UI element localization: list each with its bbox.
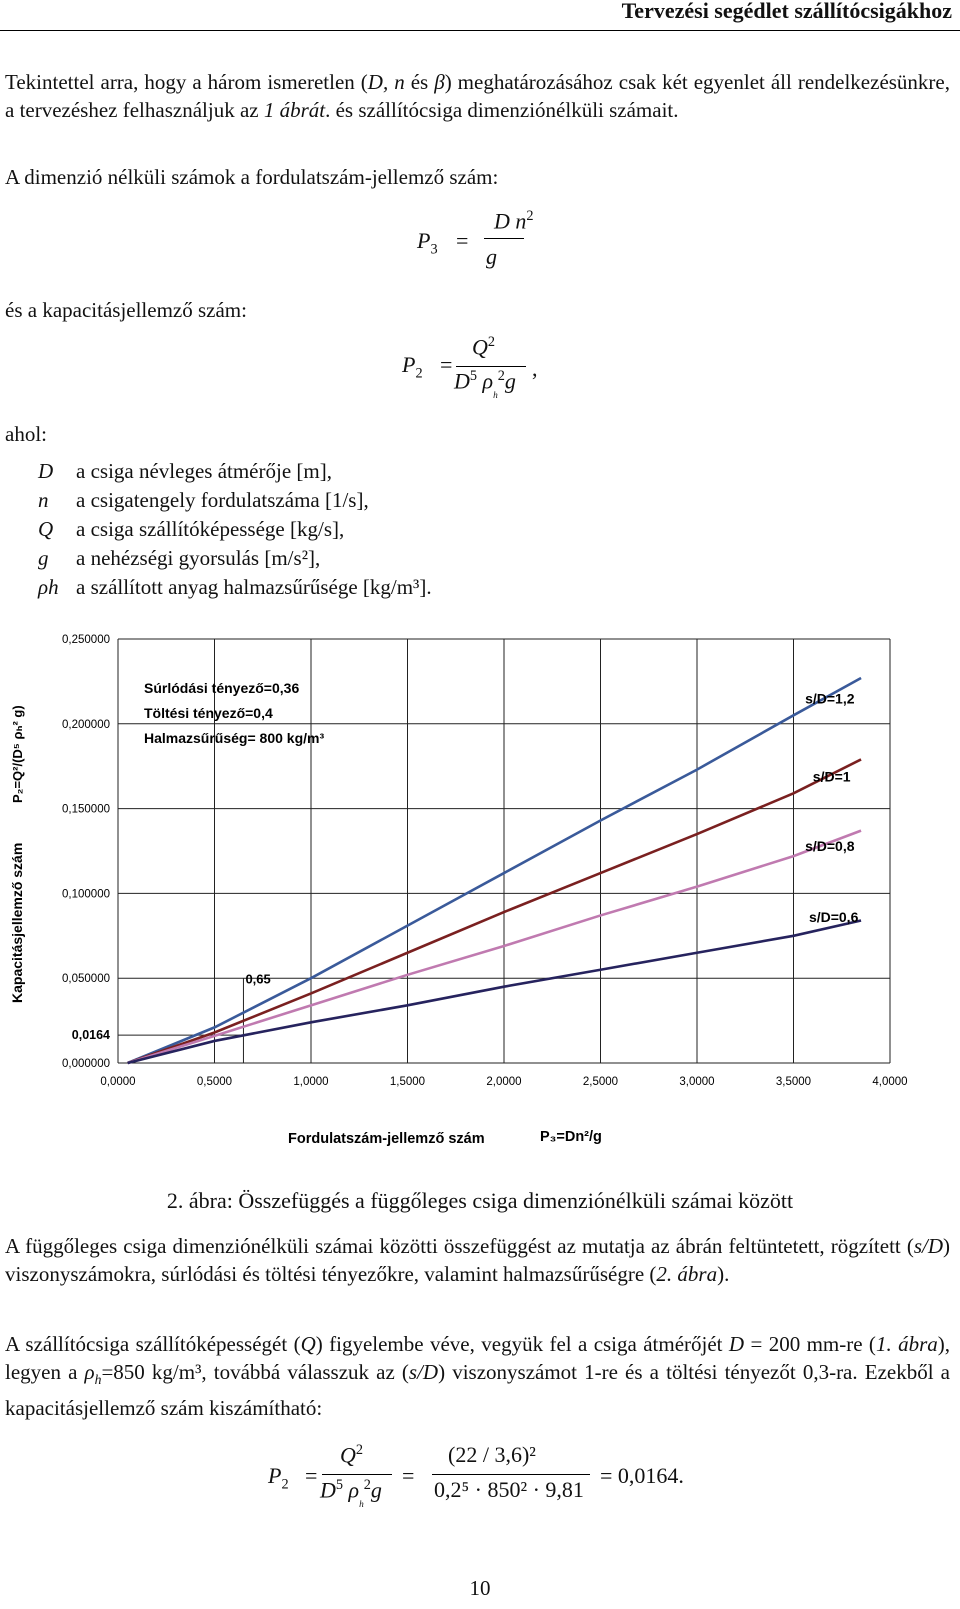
intro-text-3: ) meghatározásához csak két egyenlet áll rendelkezésünkre, a tervezéshez felhasználjuk az bbox=[5, 70, 951, 122]
final-denominator: 0,2⁵ · 850² · 9,81 bbox=[434, 1477, 584, 1502]
paragraph-1: A függőleges csiga dimenziónélküli számai közötti összefüggést az mutatja az ábrán feltüntetett, rögzített (s/D) viszonyszámokra, súrlódási és töltési tényezőkre, valamint halmazsűrűségre (2. ábra). bbox=[5, 1234, 950, 1286]
series-label: s/D=0,8 bbox=[805, 838, 855, 854]
chart-annotation: Töltési tényező=0,4 bbox=[144, 705, 273, 721]
header-title: Tervezési segédlet szállítócsigákhoz bbox=[621, 0, 952, 23]
x-tick-label: 2,0000 bbox=[486, 1076, 522, 1088]
final-result: = 0,0164. bbox=[600, 1463, 684, 1488]
y-tick-label: 0,250000 bbox=[62, 634, 110, 646]
y-tick-label: 0,100000 bbox=[62, 888, 110, 901]
intro-beta: β bbox=[434, 70, 445, 94]
y-tick-label: 0,000000 bbox=[62, 1058, 110, 1070]
chart bbox=[0, 625, 960, 1185]
intro-text-4: . és szállítócsiga dimenziónélküli számait. bbox=[325, 98, 679, 122]
header-rule bbox=[0, 30, 960, 31]
chart-annotation: Halmazsűrűség= 800 kg/m³ bbox=[144, 730, 325, 746]
x-tick-label: 3,0000 bbox=[679, 1076, 715, 1088]
series-line bbox=[128, 921, 861, 1063]
intro-line-2: A dimenzió nélküli számok a fordulatszám-jellemző szám: bbox=[5, 165, 499, 189]
chart-annotation: Súrlódási tényező=0,36 bbox=[144, 680, 300, 696]
page-number: 10 bbox=[469, 1576, 491, 1600]
intro-text-2: és bbox=[404, 70, 435, 94]
definition-row: D a csiga névleges átmérője [m], bbox=[38, 459, 332, 483]
series-line bbox=[128, 831, 861, 1063]
intro-text-1: Tekintettel arra, hogy a három ismeretlen ( bbox=[5, 70, 368, 94]
marker-label: 0,65 bbox=[245, 971, 271, 987]
figure-caption: 2. ábra: Összefüggés a függőleges csiga dimenziónélküli számai között bbox=[166, 1188, 794, 1213]
definitions-lead: ahol: bbox=[5, 422, 47, 446]
y-axis-formula: P₂=Q²/(D⁵ ρₕ² g) bbox=[10, 705, 25, 803]
series-line bbox=[128, 759, 861, 1063]
y-tick-label: 0,050000 bbox=[62, 973, 110, 986]
x-tick-label: 0,5000 bbox=[196, 1076, 233, 1088]
definition-row: g a nehézségi gyorsulás [m/s²], bbox=[38, 546, 321, 570]
definitions-list bbox=[38, 457, 432, 602]
x-tick-label: 1,5000 bbox=[389, 1076, 426, 1088]
paragraph-2: A szállítócsiga szállítóképességét (Q) figyelembe véve, vegyük fel a csiga átmérőjét D = 200 mm-re (1. ábra), legyen a $\rho_h=850$ kg/m³, továbbá válasszuk az (s/D) viszonyszámot 1-re és a töltési tényezőt 0,3-ra. Ezekből a kapacitásjellemző szám kiszámítható: bbox=[5, 1332, 950, 1421]
x-tick-label: 4,0000 bbox=[872, 1076, 908, 1088]
chart-svg bbox=[0, 625, 960, 1185]
y-axis-label: Kapacitásjellemző szám bbox=[9, 842, 25, 1003]
extra-tick-label: 0,0164 bbox=[71, 1028, 110, 1043]
x-tick-label: 2,5000 bbox=[582, 1076, 619, 1088]
y-tick-label: 0,150000 bbox=[62, 803, 110, 816]
x-tick-label: 1,0000 bbox=[293, 1076, 329, 1088]
series-label: s/D=1,2 bbox=[805, 690, 855, 707]
intro-line-3: és a kapacitásjellemző szám: bbox=[5, 298, 247, 322]
series-label: s/D=0,6 bbox=[808, 909, 859, 926]
series-label: s/D=1 bbox=[812, 768, 851, 785]
definition-row: n a csigatengely fordulatszáma [1/s], bbox=[38, 488, 369, 512]
x-axis-formula: P₃=Dn²/g bbox=[540, 1129, 602, 1145]
y-tick-label: 0,200000 bbox=[62, 718, 110, 731]
x-tick-label: 3,5000 bbox=[775, 1076, 812, 1088]
x-tick-label: 0,0000 bbox=[100, 1076, 136, 1088]
definition-row: ρh a szállított anyag halmazsűrűsége [kg/m³]. bbox=[38, 575, 432, 599]
x-axis-label: Fordulatszám-jellemző szám bbox=[288, 1131, 485, 1147]
intro-paragraph bbox=[5, 68, 950, 124]
page-header bbox=[0, 0, 960, 26]
definition-row: Q a csiga szállítóképessége [kg/s], bbox=[38, 517, 345, 541]
final-numerator: (22 / 3,6)² bbox=[448, 1442, 536, 1467]
intro-vars: D, n bbox=[367, 70, 405, 94]
intro-ref: 1 ábrát bbox=[263, 98, 326, 122]
